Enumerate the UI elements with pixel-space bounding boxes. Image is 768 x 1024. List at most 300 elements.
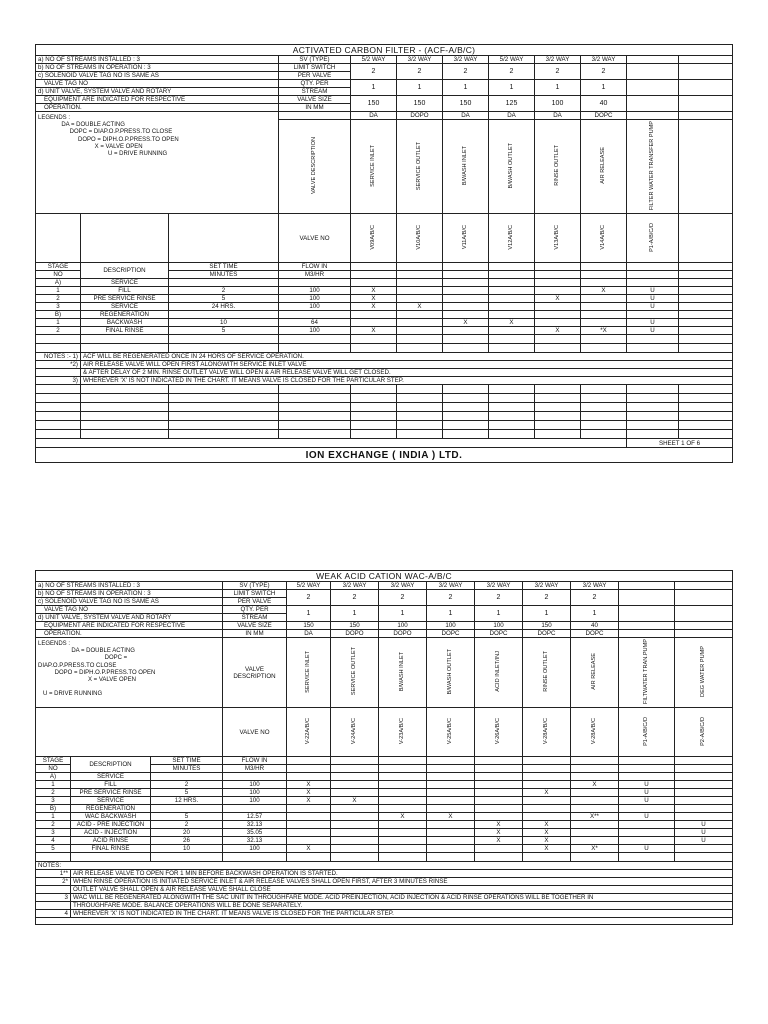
blank-cell	[36, 344, 81, 353]
valve-state-cell	[675, 789, 733, 797]
blank-cell	[679, 412, 733, 421]
valve-state-cell: X	[475, 829, 523, 837]
m3hr-header: M3/HR	[223, 765, 287, 773]
description-cell: FINAL RINSE	[81, 327, 169, 335]
valve-state-cell	[627, 279, 679, 287]
company-footer: ION EXCHANGE ( INDIA ) LTD.	[36, 448, 733, 463]
valve-state-cell	[581, 279, 627, 287]
valve-state-cell: U	[619, 781, 675, 789]
valve-state-cell	[571, 821, 619, 829]
flow-cell: 100	[279, 287, 351, 295]
valve-state-cell	[535, 287, 581, 295]
note-row	[36, 870, 733, 878]
column-header-text: AIR RELEASE	[600, 147, 607, 184]
valve-state-cell: X	[571, 781, 619, 789]
column-header-text: B/WASH OUTLET	[447, 648, 454, 695]
flow-cell: 100	[279, 327, 351, 335]
note-text: WHEN RINSE OPERATION IS INITIATED SERVICE INLET & AIR RELEASE VALVES SHALL OPEN FIRST, AFTER 3 MINUTES RINSE	[71, 878, 733, 886]
description-cell: FILL	[71, 781, 151, 789]
valve-state-cell	[523, 797, 571, 805]
empty-row	[36, 344, 733, 353]
valve-state-cell	[379, 805, 427, 813]
qty-cell: 1	[379, 606, 427, 622]
param-label: QTY. PER	[223, 606, 287, 614]
valve-state-cell	[351, 279, 397, 287]
valve-state-cell	[581, 303, 627, 311]
blank-cell	[36, 918, 733, 925]
stage-no-cell: 2	[36, 789, 71, 797]
set-time-header: SET TIME	[169, 263, 279, 271]
stage-no-header: NO	[36, 765, 71, 773]
valve-state-cell: X	[443, 319, 489, 327]
column-header-text: SERVICE INLET	[305, 650, 312, 693]
valve-size-cell: 150	[443, 96, 489, 112]
valve-size-cell: 100	[427, 622, 475, 630]
blank-cell	[535, 412, 581, 421]
valve-no-cell	[675, 708, 733, 757]
param-label: IN MM	[223, 630, 287, 638]
flow-cell: 100	[223, 845, 287, 853]
blank-cell	[279, 335, 351, 344]
valve-state-cell	[475, 781, 523, 789]
valve-state-cell	[397, 311, 443, 319]
action-cell: DOPC	[581, 112, 627, 120]
valve-no-cell	[427, 708, 475, 757]
blank-cell	[627, 335, 679, 344]
valve-no-cell	[627, 214, 679, 263]
valve-state-cell	[571, 797, 619, 805]
valve-state-cell: U	[619, 845, 675, 853]
blank-cell	[535, 344, 581, 353]
valve-state-cell	[427, 821, 475, 829]
limit-switch-cell: 2	[331, 590, 379, 606]
valve-state-cell	[535, 303, 581, 311]
valve-state-cell: X	[351, 287, 397, 295]
table-row	[36, 837, 733, 845]
valve-no-cell	[443, 214, 489, 263]
note-number: 4	[36, 910, 71, 918]
blank-cell	[36, 335, 81, 344]
acf-sequence-table	[35, 44, 733, 463]
valve-state-cell	[397, 279, 443, 287]
valve-no-text: V10A/B/C	[416, 225, 423, 250]
blank-cell	[81, 412, 169, 421]
minutes-header: MINUTES	[151, 765, 223, 773]
valve-state-cell	[675, 845, 733, 853]
param-label: SV (TYPE)	[223, 582, 287, 590]
valve-state-cell	[675, 781, 733, 789]
blank-cell	[535, 421, 581, 430]
sv-type-cell: 3/2 WAY	[443, 56, 489, 64]
action-cell: DA	[489, 112, 535, 120]
stage-no-cell: 5	[36, 845, 71, 853]
info-line: c) SOLENOID VALVE TAG NO IS SAME AS	[36, 598, 223, 606]
valve-state-cell	[475, 845, 523, 853]
blank-cell	[279, 344, 351, 353]
valve-size-cell: 150	[523, 622, 571, 630]
flow-cell: 100	[279, 303, 351, 311]
blank-cell	[679, 327, 733, 335]
blank-cell	[679, 394, 733, 403]
limit-switch-cell	[627, 64, 679, 80]
column-header-text: B/WASH INLET	[462, 146, 469, 186]
valve-state-cell: U	[627, 295, 679, 303]
valve-no-cell	[351, 214, 397, 263]
valve-state-cell: X	[523, 829, 571, 837]
blank-cell	[489, 394, 535, 403]
valve-state-cell	[443, 303, 489, 311]
valve-size-cell: 150	[287, 622, 331, 630]
valve-state-cell: X*	[571, 845, 619, 853]
description-cell: ACID - INJECTION	[71, 829, 151, 837]
blank-cell	[279, 385, 351, 394]
column-header-text: FILTER WATER TRANSFER PUMP	[649, 121, 656, 211]
table-row	[36, 781, 733, 789]
flow-cell	[279, 279, 351, 287]
valve-state-cell	[331, 813, 379, 821]
blank-cell	[36, 853, 71, 862]
valve-state-cell: X	[523, 837, 571, 845]
valve-state-cell: U	[627, 303, 679, 311]
limit-switch-cell: 2	[523, 590, 571, 606]
m3hr-header: M3/HR	[279, 271, 351, 279]
empty-row	[36, 421, 733, 430]
blank-cell	[443, 403, 489, 412]
blank-cell	[489, 412, 535, 421]
blank-cell	[397, 385, 443, 394]
description-header: DESCRIPTION	[81, 263, 169, 279]
table-row	[36, 805, 733, 813]
valve-state-cell	[331, 829, 379, 837]
flow-cell	[223, 805, 287, 813]
description-cell: ACID - PRE INJECTION	[71, 821, 151, 829]
valve-state-cell	[571, 789, 619, 797]
qty-cell: 1	[581, 80, 627, 96]
blank-cell	[169, 412, 279, 421]
blank-cell	[679, 56, 733, 64]
valve-state-cell	[287, 821, 331, 829]
valve-state-cell: U	[619, 813, 675, 821]
blank-cell	[36, 430, 81, 439]
description-cell: FINAL RINSE	[71, 845, 151, 853]
valve-state-cell: U	[619, 797, 675, 805]
valve-no-cell	[619, 708, 675, 757]
gap-rows	[36, 335, 733, 353]
blank-cell	[81, 214, 169, 263]
column-header	[351, 120, 397, 214]
blank-cell	[675, 853, 733, 862]
acf-notes	[36, 353, 733, 385]
param-label: QTY. PER	[279, 80, 351, 88]
valve-size-cell: 100	[379, 622, 427, 630]
valve-state-cell	[443, 311, 489, 319]
column-header-text: FILTWATER TRAN.PUMP	[643, 639, 650, 705]
sv-type-cell: 3/2 WAY	[535, 56, 581, 64]
info-line: c) SOLENOID VALVE TAG NO IS SAME AS	[36, 72, 279, 80]
blank-cell	[443, 335, 489, 344]
blank-cell	[581, 412, 627, 421]
valve-state-cell	[627, 311, 679, 319]
param-label: PER VALVE	[223, 598, 287, 606]
column-header	[427, 638, 475, 708]
blank-cell	[36, 403, 81, 412]
valve-state-cell	[675, 797, 733, 805]
column-header	[397, 120, 443, 214]
note-number: 3	[36, 894, 71, 902]
blank-cell	[279, 394, 351, 403]
valve-no-cell	[379, 708, 427, 757]
note-row	[36, 886, 733, 894]
blank-cell	[351, 412, 397, 421]
valve-no-cell	[535, 214, 581, 263]
blank-cell	[331, 853, 379, 862]
blank-cell	[443, 385, 489, 394]
valve-description-label: VALVE DESCRIPTION	[223, 638, 287, 708]
valve-state-cell	[379, 821, 427, 829]
blank-cell	[679, 319, 733, 327]
table-row	[36, 821, 733, 829]
table-row	[36, 279, 733, 287]
info-line: OPERATION.	[36, 104, 279, 112]
sv-type-cell: 3/2 WAY	[581, 56, 627, 64]
action-cell: DOPC	[571, 630, 619, 638]
valve-no-label: VALVE NO	[279, 214, 351, 263]
column-header	[619, 638, 675, 708]
flow-cell	[223, 773, 287, 781]
valve-state-cell	[489, 295, 535, 303]
valve-size-cell: 100	[475, 622, 523, 630]
valve-state-cell: U	[627, 319, 679, 327]
qty-cell: 1	[443, 80, 489, 96]
note-number	[36, 902, 71, 910]
valve-no-label: VALVE NO	[223, 708, 287, 757]
flow-in-header: FLOW IN	[279, 263, 351, 271]
stage-no-cell: A)	[36, 773, 71, 781]
qty-cell: 1	[571, 606, 619, 622]
table-row	[36, 311, 733, 319]
valve-size-cell: 150	[331, 622, 379, 630]
blank-cell	[351, 385, 397, 394]
blank-cell	[279, 112, 351, 120]
valve-state-cell	[427, 845, 475, 853]
blank-cell	[397, 421, 443, 430]
valve-state-cell	[351, 319, 397, 327]
set-time-cell: 26	[151, 837, 223, 845]
set-time-cell: 12 HRS.	[151, 797, 223, 805]
action-cell: DOPC	[523, 630, 571, 638]
note-number	[36, 369, 81, 377]
wac-sequence-table	[35, 570, 733, 925]
flow-cell: 32.13	[223, 837, 287, 845]
valve-state-cell	[475, 813, 523, 821]
limit-switch-cell: 2	[351, 64, 397, 80]
column-header	[581, 120, 627, 214]
valve-state-cell	[571, 837, 619, 845]
blank-cell	[169, 214, 279, 263]
valve-no-text: V14A/B/C	[600, 225, 607, 250]
info-line: VALVE TAG NO	[36, 80, 279, 88]
blank-cell	[397, 412, 443, 421]
flow-in-header: FLOW IN	[223, 757, 287, 765]
table-row	[36, 789, 733, 797]
blank-cell	[619, 606, 675, 622]
qty-cell: 1	[427, 606, 475, 622]
blank-cell	[679, 64, 733, 80]
valve-no-text: P1-A/B/C/D	[643, 716, 650, 746]
valve-state-cell	[571, 805, 619, 813]
blank-cell	[169, 385, 279, 394]
sv-type-cell: 5/2 WAY	[489, 56, 535, 64]
valve-state-cell: X	[351, 327, 397, 335]
valve-state-cell: X	[535, 295, 581, 303]
param-label: VALVE SIZE	[279, 96, 351, 104]
info-line: OPERATION.	[36, 630, 223, 638]
valve-state-cell	[475, 797, 523, 805]
blank-cell	[679, 430, 733, 439]
blank-cell	[351, 394, 397, 403]
action-cell: DOPO	[397, 112, 443, 120]
column-header-text: B/WASH INLET	[399, 651, 406, 692]
stage-no-cell: 1	[36, 319, 81, 327]
valve-state-cell	[427, 797, 475, 805]
blank-cell	[81, 403, 169, 412]
stage-no-cell: 3	[36, 797, 71, 805]
valve-state-cell	[379, 845, 427, 853]
valve-no-text: P2-A/B/C/D	[700, 716, 707, 746]
set-time-cell: 20	[151, 829, 223, 837]
blank-cell	[36, 385, 81, 394]
blank-cell	[679, 279, 733, 287]
stage-no-cell: 2	[36, 821, 71, 829]
flow-cell: 100	[223, 781, 287, 789]
valve-description-text: VALVE DESCRIPTION	[311, 137, 318, 195]
set-time-cell	[169, 279, 279, 287]
blank-cell	[679, 403, 733, 412]
qty-cell: 1	[535, 80, 581, 96]
sv-type-cell: 3/2 WAY	[571, 582, 619, 590]
valve-state-cell	[287, 829, 331, 837]
limit-switch-cell: 2	[379, 590, 427, 606]
stage-header: STAGE	[36, 263, 81, 271]
blank-cell	[679, 112, 733, 120]
blank-cell	[397, 344, 443, 353]
column-header	[523, 638, 571, 708]
blank-cell	[627, 394, 679, 403]
blank-cell	[679, 311, 733, 319]
qty-cell: 1	[489, 80, 535, 96]
sheet1-title: ACTIVATED CARBON FILTER - (ACF-A/B/C)	[36, 45, 733, 56]
minutes-header: MINUTES	[169, 271, 279, 279]
blank-cell	[351, 344, 397, 353]
column-header-text: B/WASH OUTLET	[508, 142, 515, 189]
description-cell: REGENERATION	[71, 805, 151, 813]
set-time-cell: 10	[169, 319, 279, 327]
blank-cell	[279, 421, 351, 430]
table-row	[36, 813, 733, 821]
valve-size-cell: 150	[351, 96, 397, 112]
valve-no-cell	[523, 708, 571, 757]
valve-state-cell: X	[287, 789, 331, 797]
valve-state-cell: X	[523, 789, 571, 797]
sheet-wac	[35, 570, 732, 925]
blank-cell	[81, 335, 169, 344]
action-cell	[627, 112, 679, 120]
description-cell: PRE SERVICE RINSE	[71, 789, 151, 797]
valve-state-cell	[581, 319, 627, 327]
empty-row	[36, 385, 733, 394]
blank-cell	[627, 412, 679, 421]
blank-cell	[287, 853, 331, 862]
blank-cell	[535, 403, 581, 412]
blank-cell	[679, 214, 733, 263]
stage-no-cell: 2	[36, 327, 81, 335]
note-number: *2)	[36, 361, 81, 369]
info-line: a) NO OF STREAMS INSTALLED : 3	[36, 56, 279, 64]
param-label: PER VALVE	[279, 72, 351, 80]
empty-row	[36, 430, 733, 439]
set-time-cell: 2	[151, 821, 223, 829]
table-row	[36, 319, 733, 327]
sheet2-title: WEAK ACID CATION WAC-A/B/C	[36, 571, 733, 582]
column-header	[627, 120, 679, 214]
valve-state-cell	[331, 845, 379, 853]
valve-size-cell: 150	[397, 96, 443, 112]
set-time-cell	[151, 805, 223, 813]
stage-no-cell: 3	[36, 303, 81, 311]
valve-size-cell: 40	[581, 96, 627, 112]
action-cell: DA	[351, 112, 397, 120]
valve-state-cell	[489, 303, 535, 311]
sv-type-cell: 3/2 WAY	[475, 582, 523, 590]
blank-cell	[36, 412, 81, 421]
blank-cell	[581, 394, 627, 403]
table-row	[36, 797, 733, 805]
sv-type-cell	[627, 56, 679, 64]
blank-cell	[81, 344, 169, 353]
note-text: OUTLET VALVE SHALL OPEN & AIR RELEASE VALVE SHALL CLOSE	[71, 886, 733, 894]
valve-state-cell	[475, 805, 523, 813]
qty-cell: 1	[523, 606, 571, 622]
blank-cell	[489, 385, 535, 394]
blank-cell	[627, 430, 679, 439]
info-line: b) NO OF STREAMS IN OPERATION : 3	[36, 64, 279, 72]
table-row	[36, 829, 733, 837]
column-header	[443, 120, 489, 214]
valve-no-text: V12A/B/C	[508, 225, 515, 250]
valve-no-cell	[489, 214, 535, 263]
blank-cell	[679, 335, 733, 344]
blank-cell	[675, 630, 733, 638]
note-number: 2*	[36, 878, 71, 886]
blank-cell	[169, 335, 279, 344]
blank-cell	[675, 582, 733, 590]
action-cell: DOPO	[379, 630, 427, 638]
blank-cell	[523, 853, 571, 862]
legend-block: LEGENDS : DA = DOUBLE ACTING DOPC = DIAP.O.P.PRESS.TO CLOSE DOPO = DIPH.O.P.PRESS.TO OPEN X = VALVE OPEN U = DRIVE RUNNING	[36, 112, 279, 214]
column-header	[475, 638, 523, 708]
stage-no-header: NO	[36, 271, 81, 279]
valve-state-cell	[619, 837, 675, 845]
blank-cell	[619, 853, 675, 862]
description-cell: SERVICE	[81, 279, 169, 287]
set-time-cell: 2	[151, 781, 223, 789]
description-header: DESCRIPTION	[71, 757, 151, 773]
stage-no-cell: 1	[36, 781, 71, 789]
table-row	[36, 327, 733, 335]
valve-state-cell	[581, 295, 627, 303]
param-label: IN MM	[279, 104, 351, 112]
valve-no-cell	[571, 708, 619, 757]
